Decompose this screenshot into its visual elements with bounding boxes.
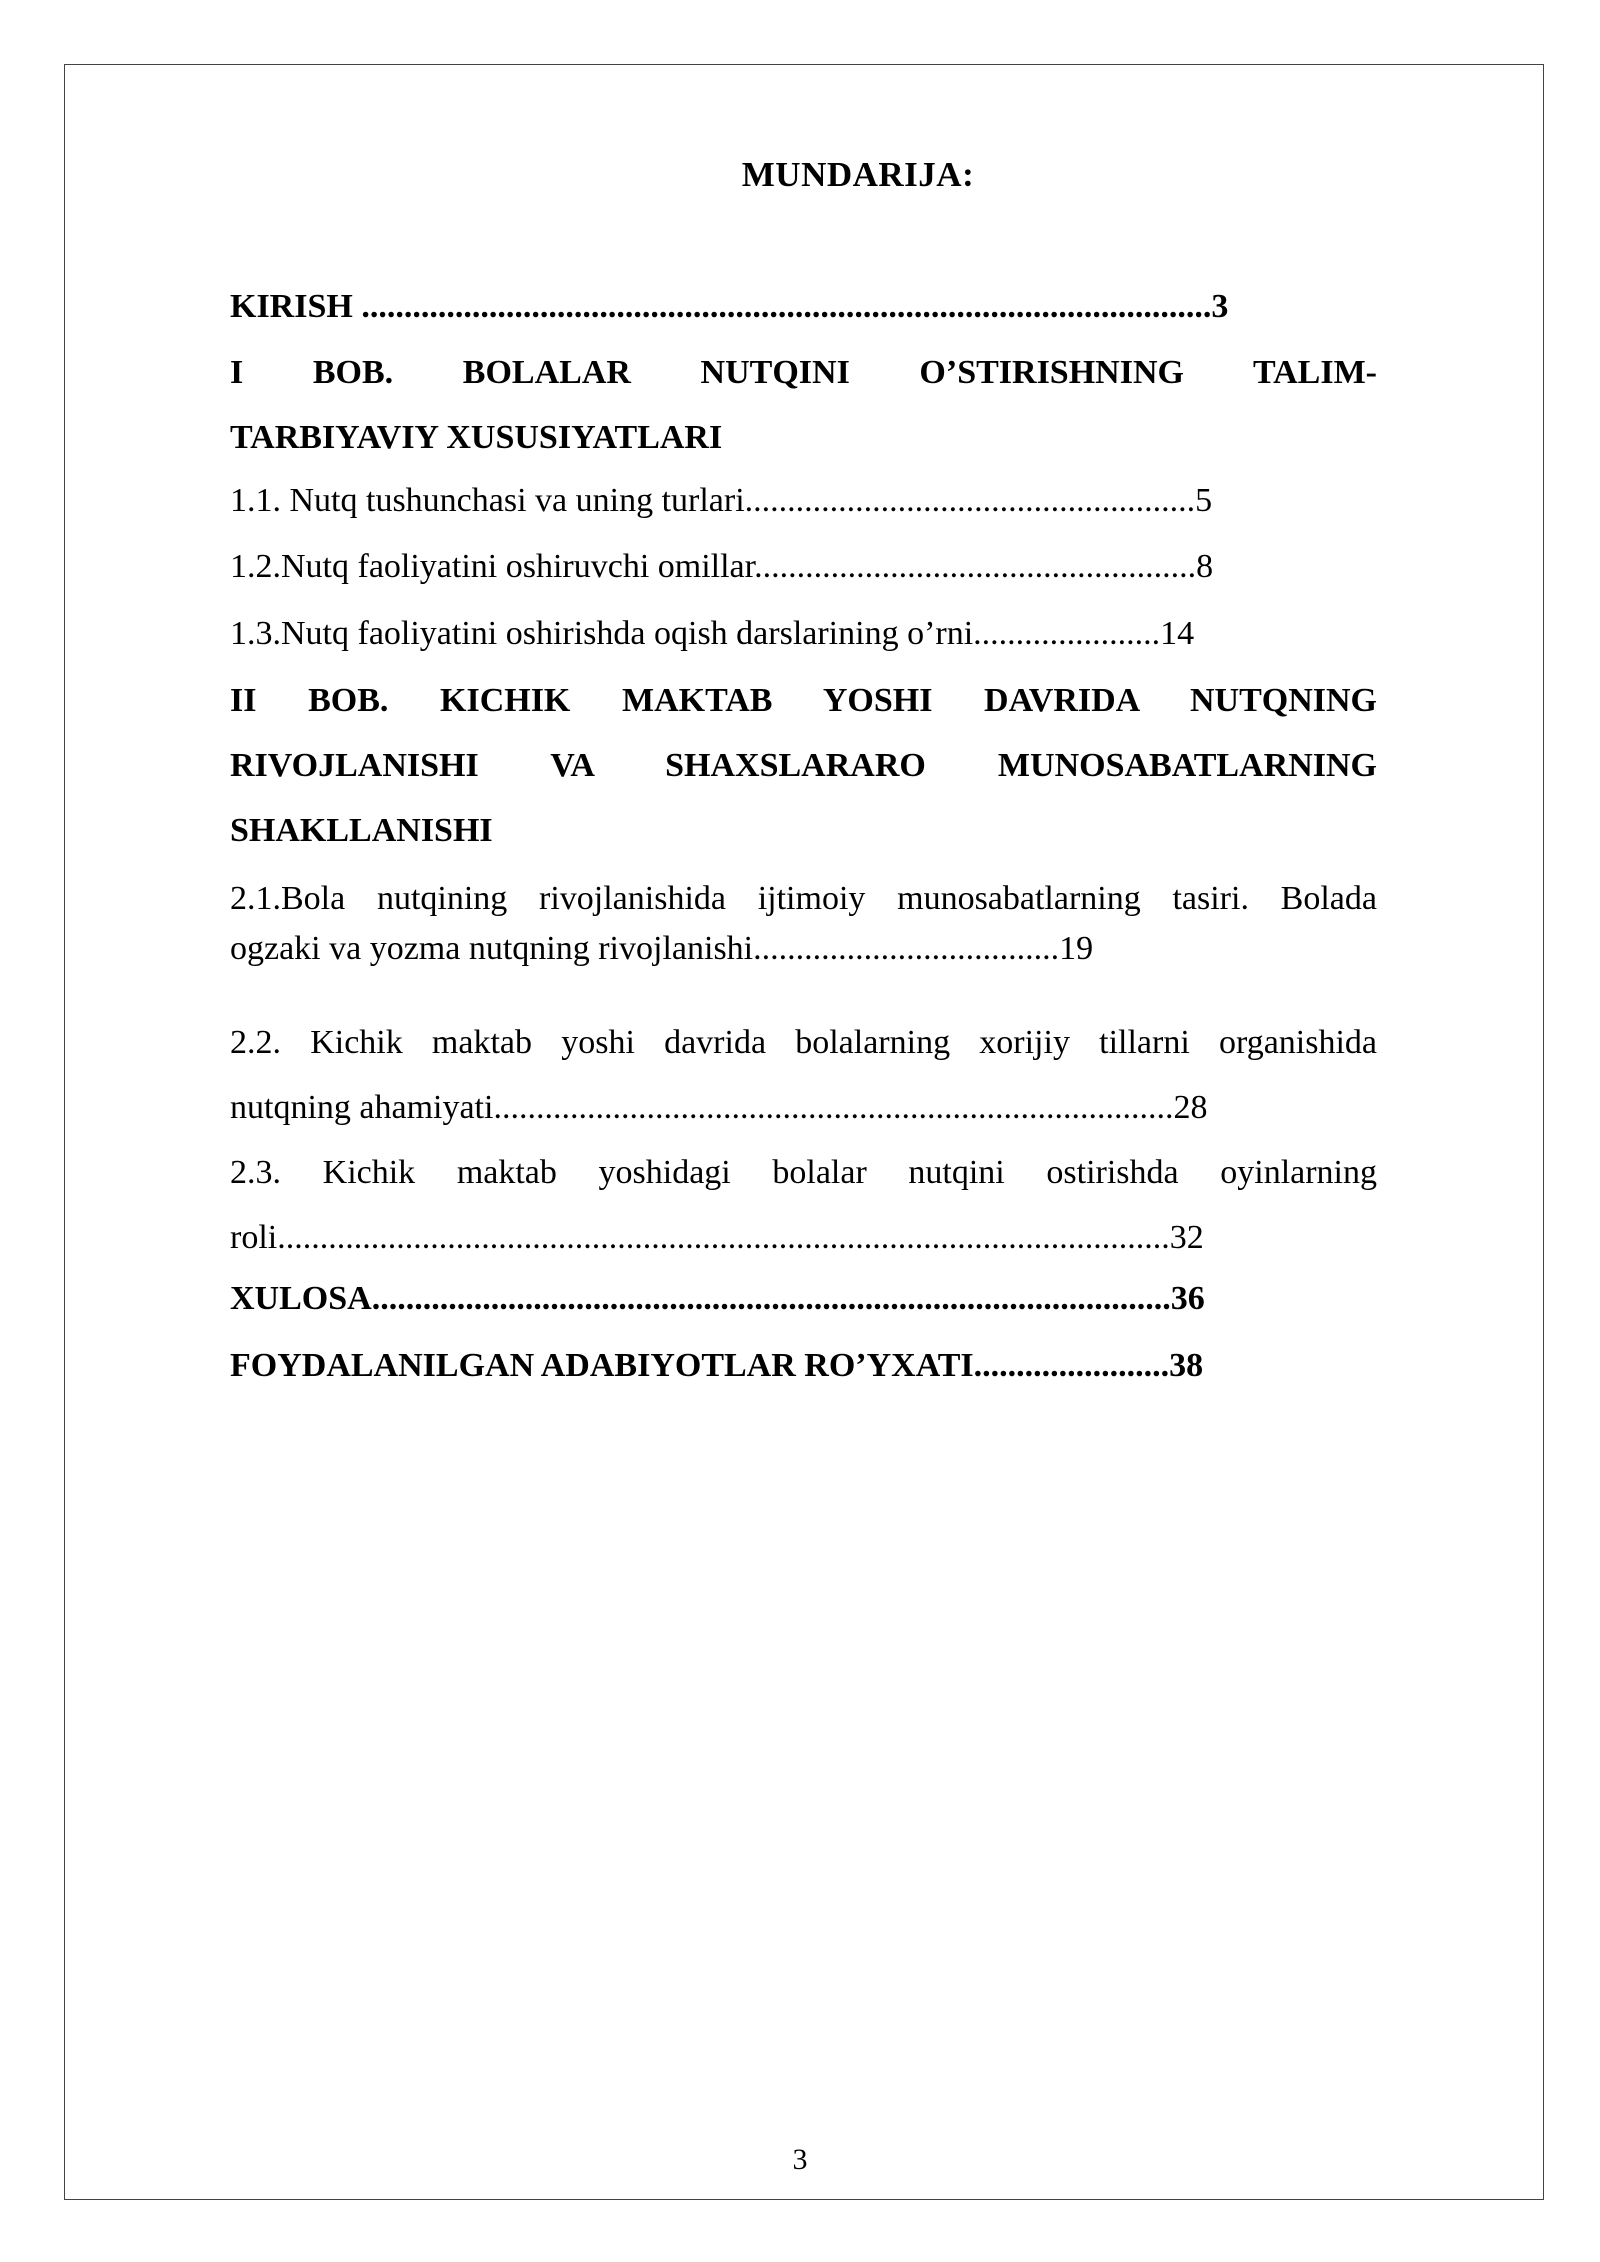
toc-chapter-1-line-1: I BOB. BOLALAR NUTQINI O’STIRISHNING TALIM- bbox=[230, 354, 1377, 391]
toc-section-1-2: 1.2.Nutq faoliyatini oshiruvchi omillar....................................................8 bbox=[230, 548, 1214, 585]
toc-section-2-1-line-2: ogzaki va yozma nutqning rivojlanishi....................................19 bbox=[230, 930, 1094, 967]
toc-entry-xulosa: XULOSA..............................................................................................36 bbox=[230, 1280, 1205, 1317]
toc-section-2-3-line-1: 2.3. Kichik maktab yoshidagi bolalar nutqini ostirishda oyinlarning bbox=[230, 1154, 1377, 1191]
toc-section-2-1-line-1: 2.1.Bola nutqining rivojlanishida ijtimoiy munosabatlarning tasiri. Bolada bbox=[230, 880, 1377, 917]
toc-chapter-1-line-2: TARBIYAVIY XUSUSIYATLARI bbox=[230, 419, 723, 456]
page-number: 3 bbox=[792, 2143, 808, 2176]
toc-entry-kirish: KIRISH ....................................................................................................3 bbox=[230, 288, 1229, 325]
toc-section-2-2-line-2: nutqning ahamiyati................................................................................28 bbox=[230, 1089, 1208, 1126]
toc-chapter-2-line-3: SHAKLLANISHI bbox=[230, 812, 493, 849]
toc-section-1-1: 1.1. Nutq tushunchasi va uning turlari.....................................................5 bbox=[230, 482, 1213, 519]
toc-section-2-3-line-2: roli.........................................................................................................32 bbox=[230, 1219, 1204, 1256]
toc-section-1-3: 1.3.Nutq faoliyatini oshirishda oqish darslarining o’rni......................14 bbox=[230, 615, 1195, 652]
toc-chapter-2-line-2: RIVOJLANISHI VA SHAXSLARARO MUNOSABATLARNING bbox=[230, 747, 1377, 784]
toc-title: MUNDARIJA: bbox=[741, 155, 975, 194]
toc-chapter-2-line-1: II BOB. KICHIK MAKTAB YOSHI DAVRIDA NUTQNING bbox=[230, 682, 1377, 719]
toc-section-2-2-line-1: 2.2. Kichik maktab yoshi davrida bolalarning xorijiy tillarni organishida bbox=[230, 1024, 1377, 1061]
toc-entry-adabiyotlar: FOYDALANILGAN ADABIYOTLAR RO’YXATI.......................38 bbox=[230, 1347, 1204, 1384]
